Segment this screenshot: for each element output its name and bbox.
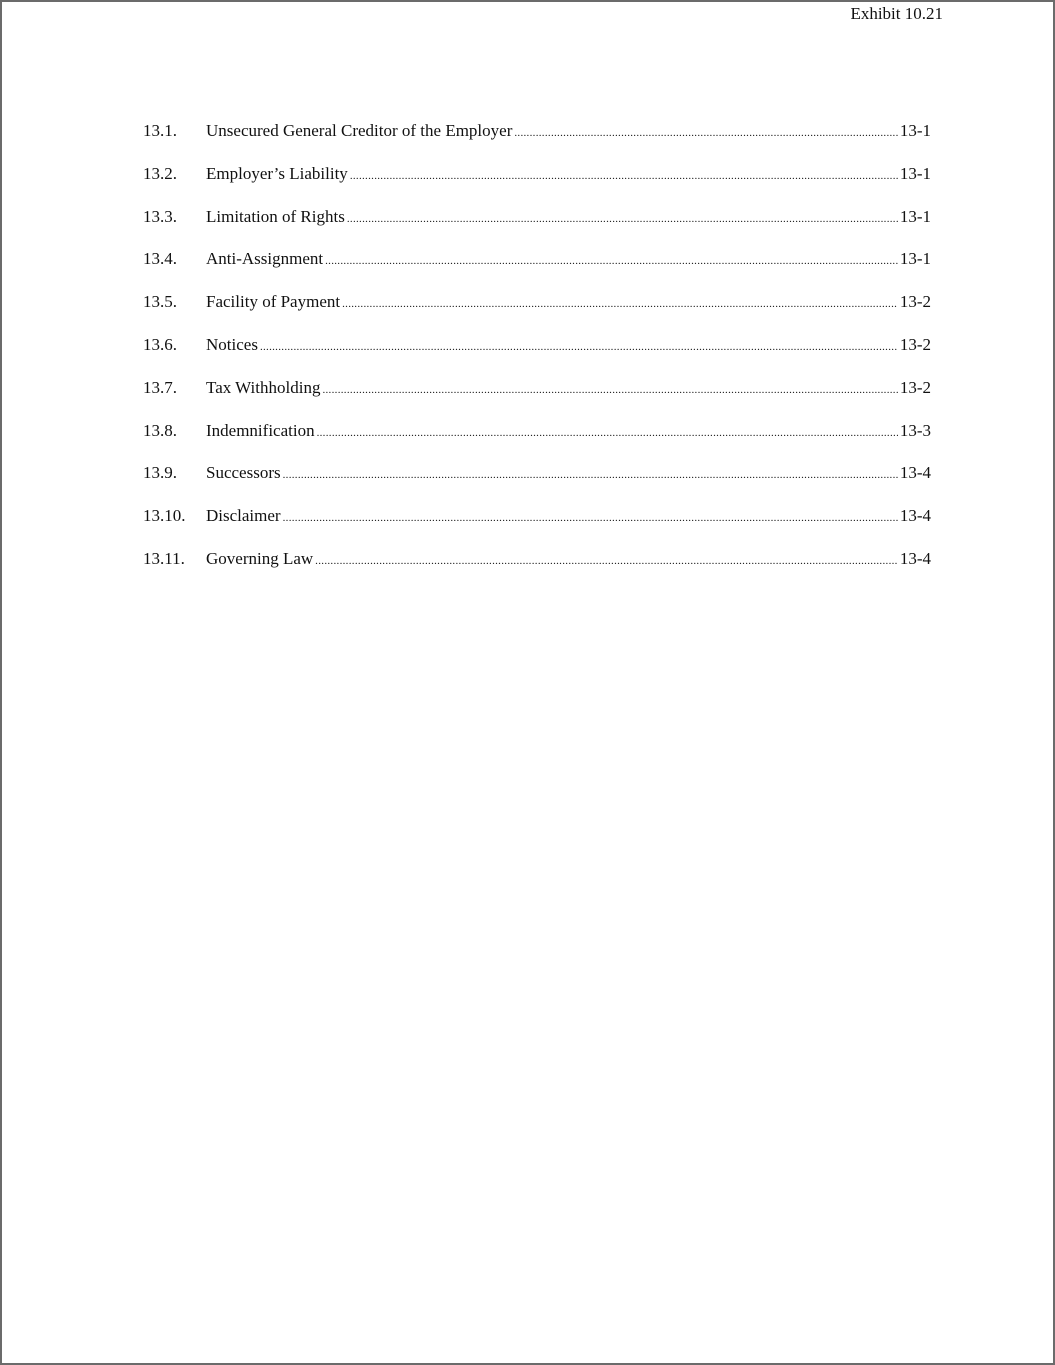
toc-dot-leader — [342, 291, 898, 317]
toc-entry-13-4[interactable] — [143, 246, 931, 289]
toc-entry-13-1[interactable] — [143, 118, 931, 161]
toc-entry-13-11[interactable] — [143, 546, 931, 589]
exhibit-label: Exhibit 10.21 — [850, 4, 943, 23]
toc-dot-leader — [260, 334, 898, 360]
toc-dot-leader — [283, 505, 898, 531]
toc-dot-leader — [315, 548, 898, 574]
toc-entry-13-10[interactable] — [143, 503, 931, 546]
toc-entry-page: 13-4 — [899, 463, 931, 483]
toc-entry-13-6[interactable] — [143, 332, 931, 375]
toc-dot-leader — [317, 420, 898, 446]
toc-entry-number: 13.4. — [143, 249, 177, 269]
toc-dot-leader — [325, 248, 898, 274]
toc-dot-leader — [350, 163, 898, 189]
toc-entry-13-2[interactable] — [143, 161, 931, 204]
toc-entry-title: Tax Withholding — [206, 377, 321, 397]
toc-entry-13-9[interactable] — [143, 460, 931, 503]
toc-entry-13-8[interactable] — [143, 418, 931, 461]
toc-entry-page: 13-1 — [899, 206, 931, 226]
toc-entry-number: 13.1. — [143, 121, 177, 140]
toc-entry-page: 13-4 — [899, 506, 931, 526]
toc-entry-page: 13-1 — [899, 163, 931, 183]
toc-entry-title: Notices — [206, 334, 258, 354]
toc-entry-page: 13-4 — [899, 548, 931, 568]
toc-entry-number: 13.8. — [143, 420, 177, 440]
toc-dot-leader — [283, 462, 898, 488]
toc-entry-page: 13-2 — [899, 334, 931, 354]
toc-entry-title: Anti-Assignment — [206, 249, 324, 269]
toc-entry-title: Facility of Payment — [206, 292, 341, 312]
toc-entry-number: 13.2. — [143, 163, 177, 183]
toc-entry-number: 13.10. — [143, 506, 186, 526]
toc-entry-title: Employer’s Liability — [206, 163, 348, 183]
toc-dot-leader — [347, 206, 898, 232]
toc-entry-number: 13.9. — [143, 463, 177, 483]
toc-entry-page: 13-2 — [899, 377, 931, 397]
toc-entry-page: 13-1 — [899, 121, 931, 140]
toc-entry-number: 13.7. — [143, 377, 177, 397]
toc-entry-13-7[interactable] — [143, 375, 931, 418]
toc-entry-number: 13.5. — [143, 292, 177, 312]
toc-entry-number: 13.3. — [143, 206, 177, 226]
toc-entry-page: 13-1 — [899, 249, 931, 269]
toc-entry-number: 13.6. — [143, 334, 177, 354]
toc-entry-13-3[interactable] — [143, 204, 931, 247]
toc-entry-title: Disclaimer — [206, 506, 281, 526]
toc-dot-leader — [514, 120, 897, 146]
toc-entry-number: 13.11. — [143, 548, 185, 568]
toc-entry-title: Governing Law — [206, 548, 314, 568]
toc-entry-title: Unsecured General Creditor of the Employer — [206, 121, 513, 140]
toc-entry-title: Successors — [206, 463, 281, 483]
table-of-contents — [143, 118, 931, 589]
toc-entry-title: Limitation of Rights — [206, 206, 345, 226]
toc-entry-page: 13-3 — [899, 420, 931, 440]
toc-dot-leader — [322, 377, 897, 403]
toc-entry-13-5[interactable] — [143, 289, 931, 332]
toc-entry-title: Indemnification — [206, 420, 315, 440]
toc-entry-page: 13-2 — [899, 292, 931, 312]
